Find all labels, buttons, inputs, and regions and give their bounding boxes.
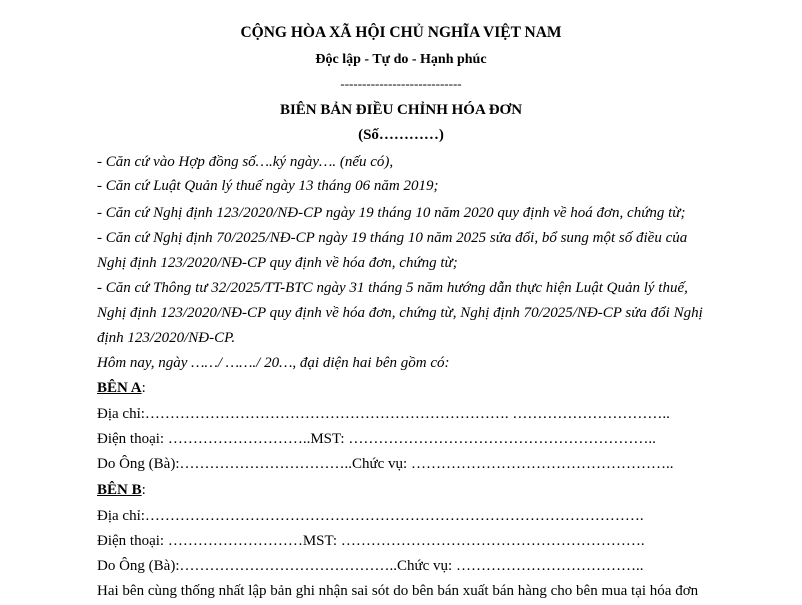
party-b-phone-tax: Điện thoại: ………………………MST: ……………………………………………………. xyxy=(97,533,645,549)
header-separator: ---------------------------- xyxy=(340,76,462,91)
party-a-address: Địa chỉ:………………………………………………………………. ………………………….. xyxy=(97,406,670,422)
national-title: CỘNG HÒA XÃ HỘI CHỦ NGHĨA VIỆT NAM xyxy=(240,24,562,41)
party-a-heading-colon: : xyxy=(141,380,146,396)
party-a-phone-tax: Điện thoại: ………………………..MST: …………………………………………………….. xyxy=(97,431,656,447)
legal-basis-line: - Căn cứ Nghị định 70/2025/NĐ-CP ngày 19 tháng 10 năm 2025 sửa đổi, bổ sung một số điều của xyxy=(97,230,688,246)
legal-basis-line: - Căn cứ Nghị định 123/2020/NĐ-CP ngày 19 tháng 10 năm 2020 quy định về hoá đơn, chứng từ; xyxy=(97,205,686,221)
national-motto: Độc lập - Tự do - Hạnh phúc xyxy=(315,52,487,67)
date-line: Hôm nay, ngày ……/ ……./ 20…, đại diện hai bên gồm có: xyxy=(97,355,450,371)
party-b-representative: Do Ông (Bà):……………………………………..Chức vụ: ……………………………….. xyxy=(97,558,644,574)
legal-basis-line: định 123/2020/NĐ-CP. xyxy=(97,330,236,346)
legal-basis-line: Nghị định 123/2020/NĐ-CP quy định về hóa đơn, chứng từ; xyxy=(97,255,458,271)
document-title: BIÊN BẢN ĐIỀU CHỈNH HÓA ĐƠN xyxy=(279,102,523,118)
party-a-representative: Do Ông (Bà):……………………………..Chức vụ: …………………………………………….. xyxy=(97,456,674,472)
party-b-heading: BÊN B xyxy=(97,482,142,498)
agreement-text: Hai bên cùng thống nhất lập bản ghi nhận sai sót do bên bán xuất bán hàng cho bên mua tại hóa đơn xyxy=(97,583,699,599)
party-a-heading: BÊN A xyxy=(97,380,142,396)
party-a-heading-row xyxy=(97,379,146,397)
legal-basis-line: - Căn cứ Luật Quản lý thuế ngày 13 tháng 06 năm 2019; xyxy=(97,178,439,194)
legal-basis-line: - Căn cứ vào Hợp đồng số….ký ngày…. (nếu có), xyxy=(97,154,394,170)
legal-basis-line: Nghị định 123/2020/NĐ-CP quy định về hóa đơn, chứng từ, Nghị định 70/2025/NĐ-CP sửa đổi Nghị xyxy=(97,305,703,321)
document-number: (Số…………) xyxy=(358,127,444,143)
party-b-heading-row xyxy=(97,481,146,499)
party-b-heading-colon: : xyxy=(141,482,146,498)
party-b-address: Địa chỉ:………………………………………………………………………………………. xyxy=(97,508,644,524)
legal-basis-line: - Căn cứ Thông tư 32/2025/TT-BTC ngày 31 tháng 5 năm hướng dẫn thực hiện Luật Quản lý thuế, xyxy=(97,280,688,296)
